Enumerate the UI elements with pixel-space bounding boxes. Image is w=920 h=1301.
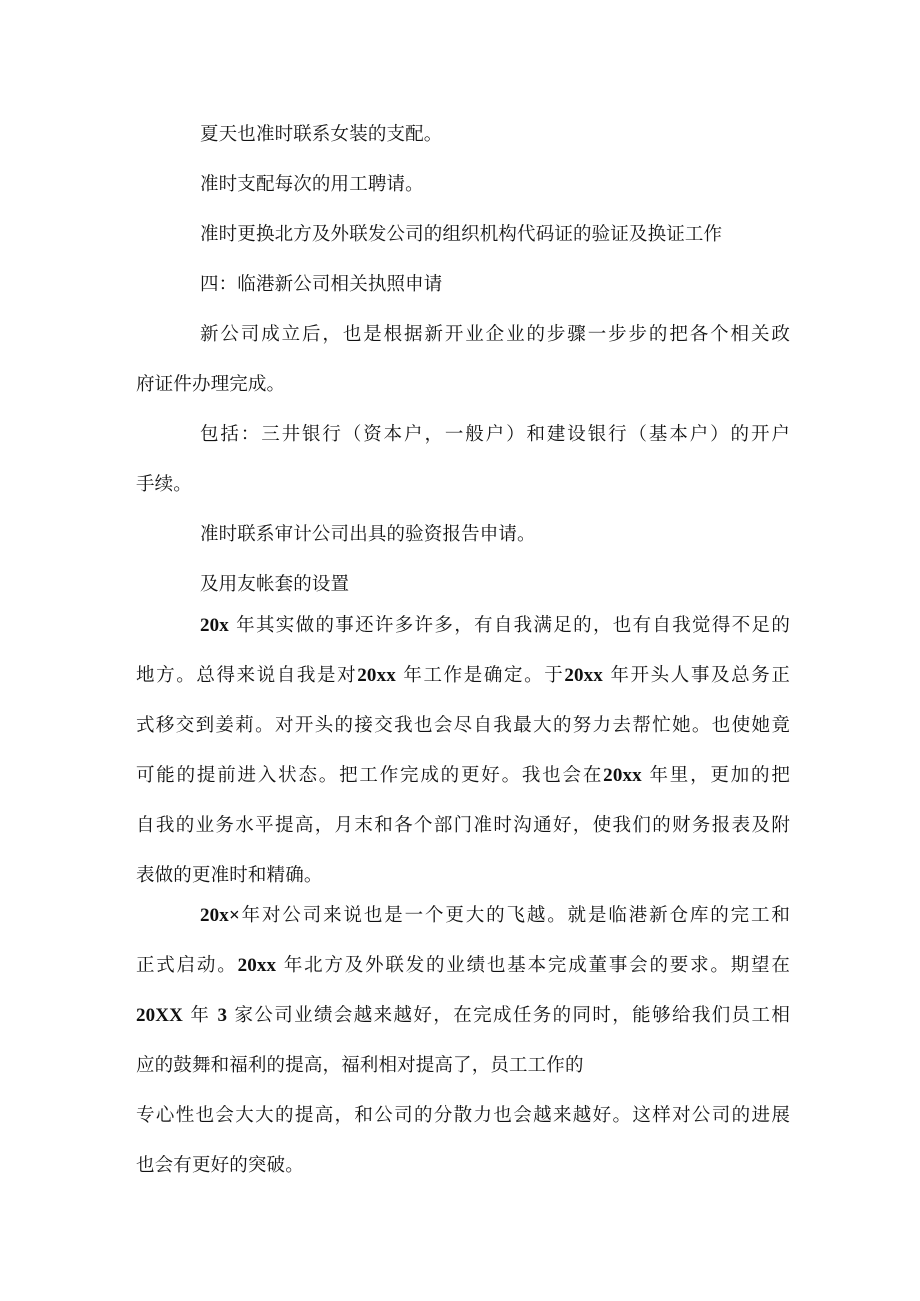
text-span: 年对公司来说也是一个更大的飞越。就是临港新仓库的完工和 xyxy=(239,905,790,926)
text-span: 年开头人事及总务正 xyxy=(610,665,791,686)
text-line: 应的鼓舞和福利的提高，福利相对提高了，员工工作的 xyxy=(136,1055,584,1076)
text-line: 准时联系审计公司出具的验资报告申请。 xyxy=(200,524,536,545)
year-number: 20x× xyxy=(200,905,240,926)
text-line: 新公司成立后，也是根据新开业企业的步骤一步步的把各个相关政 xyxy=(200,324,790,345)
text-line: 夏天也准时联系女装的支配。 xyxy=(200,124,443,145)
text-line xyxy=(136,941,790,991)
text-line: 包括：三井银行（资本户，一般户）和建设银行（基本户）的开户 xyxy=(200,424,790,445)
text-line: 府证件办理完成。 xyxy=(136,374,286,395)
text-line xyxy=(136,891,790,941)
section-heading: 四：临港新公司相关执照申请 xyxy=(200,274,443,295)
text-span: 年其实做的事还许多许多，有自我满足的，也有自我觉得不足的 xyxy=(236,615,790,636)
text-line: 式移交到姜莉。对开头的接交我也会尽自我最大的努力去帮忙她。也使她竟 xyxy=(136,715,790,736)
year-number: 20xx xyxy=(603,765,642,786)
text-span: 家公司业绩会越来越好，在完成任务的同时，能够给我们员工相 xyxy=(234,1005,791,1026)
text-line: 表做的更准时和精确。 xyxy=(136,865,323,886)
text-line: 手续。 xyxy=(136,474,192,495)
text-span: 年里，更加的把 xyxy=(649,765,791,786)
year-number: 20XX xyxy=(136,1005,184,1026)
text-span: 可能的提前进入状态。把工作完成的更好。我也会在 xyxy=(136,765,604,786)
text-span: 年 xyxy=(190,1005,211,1026)
text-line: 专心性也会大大的提高，和公司的分散力也会越来越好。这样对公司的进展 xyxy=(136,1105,790,1126)
text-span: 年北方及外联发的业绩也基本完成董事会的要求。期望在 xyxy=(283,955,790,976)
paragraph-summary xyxy=(136,601,790,901)
count-number: 3 xyxy=(217,1005,228,1026)
text-span: 地方。总得来说自我是对 xyxy=(136,665,358,686)
document-body-top xyxy=(136,110,790,610)
text-span: 年工作是确定。于 xyxy=(403,665,565,686)
paragraph-outlook xyxy=(136,891,790,1191)
text-line: 也会有更好的突破。 xyxy=(136,1155,304,1176)
text-line: 准时支配每次的用工聘请。 xyxy=(200,174,424,195)
text-line xyxy=(136,651,790,701)
text-span: 正式启动。 xyxy=(136,955,238,976)
text-line xyxy=(136,751,790,801)
year-number: 20xx xyxy=(564,665,603,686)
text-line: 及用友帐套的设置 xyxy=(200,574,350,595)
year-number: 20xx xyxy=(357,665,396,686)
text-line xyxy=(136,601,790,651)
text-line: 准时更换北方及外联发公司的组织机构代码证的验证及换证工作 xyxy=(200,224,723,245)
text-line xyxy=(136,991,790,1041)
text-line: 自我的业务水平提高，月末和各个部门准时沟通好，使我们的财务报表及附 xyxy=(136,815,790,836)
year-number: 20xx xyxy=(237,955,277,976)
year-number: 20x xyxy=(200,615,229,636)
